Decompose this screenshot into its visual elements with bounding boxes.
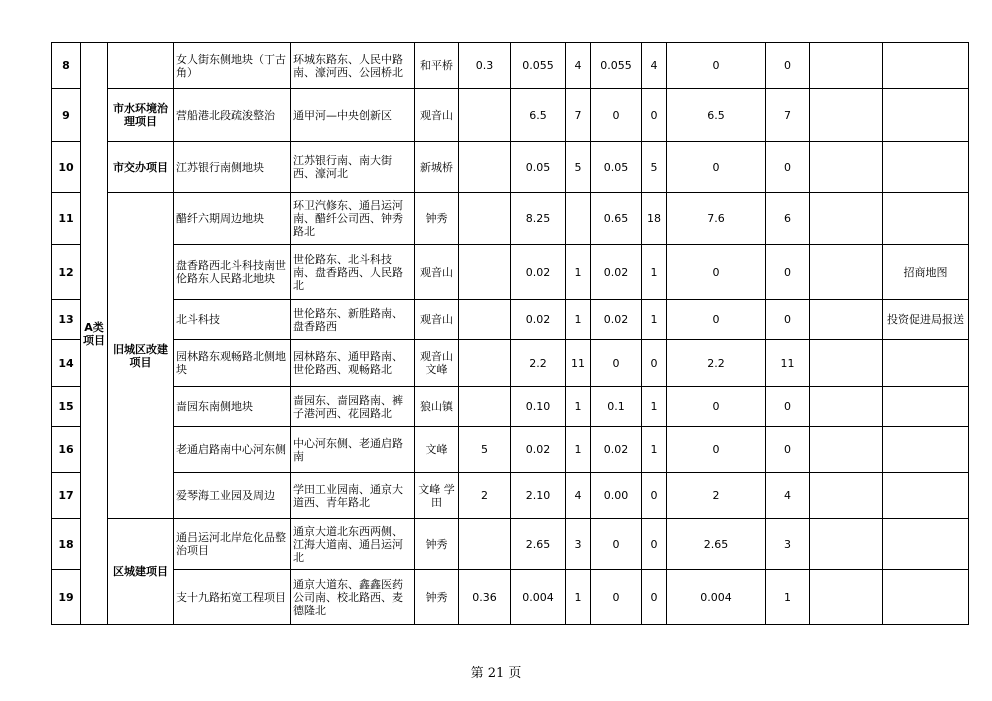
value-1 [459, 193, 511, 245]
remark [883, 519, 969, 570]
value-4: 0.00 [591, 473, 642, 519]
value-8 [810, 193, 883, 245]
row-seq: 15 [52, 387, 81, 427]
value-2: 0.02 [511, 427, 566, 473]
category-a-label: A类项目 [81, 43, 108, 625]
remark [883, 387, 969, 427]
project-name: 醋纤六期周边地块 [174, 193, 291, 245]
group-water: 市水环境治理项目 [108, 89, 174, 142]
value-4: 0.02 [591, 245, 642, 300]
project-location: 通京大道东、鑫鑫医药公司南、校北路西、麦德隆北 [291, 570, 415, 625]
project-name: 北斗科技 [174, 300, 291, 340]
row-seq: 16 [52, 427, 81, 473]
value-5: 0 [642, 89, 667, 142]
remark: 招商地图 [883, 245, 969, 300]
value-3: 1 [566, 427, 591, 473]
value-8 [810, 142, 883, 193]
project-table [51, 42, 969, 625]
group-district: 区城建项目 [108, 519, 174, 625]
value-3: 11 [566, 340, 591, 387]
value-8 [810, 387, 883, 427]
value-4: 0.02 [591, 300, 642, 340]
project-name: 江苏银行南侧地块 [174, 142, 291, 193]
value-2: 2.65 [511, 519, 566, 570]
table-row [52, 570, 969, 625]
value-6: 0 [667, 43, 766, 89]
group-traffic: 市交办项目 [108, 142, 174, 193]
row-seq: 11 [52, 193, 81, 245]
table-row [52, 43, 969, 89]
table-row [52, 245, 969, 300]
group-empty [108, 43, 174, 89]
value-2: 2.2 [511, 340, 566, 387]
value-7: 11 [766, 340, 810, 387]
row-seq: 8 [52, 43, 81, 89]
value-3: 1 [566, 300, 591, 340]
value-1 [459, 142, 511, 193]
project-area: 钟秀 [415, 570, 459, 625]
value-7: 3 [766, 519, 810, 570]
project-area: 文峰 学田 [415, 473, 459, 519]
value-3: 1 [566, 245, 591, 300]
project-name: 支十九路拓宽工程项目 [174, 570, 291, 625]
project-name: 园林路东观畅路北侧地块 [174, 340, 291, 387]
value-8 [810, 245, 883, 300]
value-6: 2.65 [667, 519, 766, 570]
value-6: 6.5 [667, 89, 766, 142]
value-2: 0.02 [511, 245, 566, 300]
value-2: 6.5 [511, 89, 566, 142]
value-1 [459, 519, 511, 570]
row-seq: 19 [52, 570, 81, 625]
row-seq: 17 [52, 473, 81, 519]
value-4: 0 [591, 570, 642, 625]
value-1: 2 [459, 473, 511, 519]
value-8 [810, 427, 883, 473]
project-location: 世伦路东、新胜路南、盘香路西 [291, 300, 415, 340]
value-8 [810, 340, 883, 387]
project-area: 钟秀 [415, 193, 459, 245]
project-area: 狼山镇 [415, 387, 459, 427]
remark [883, 340, 969, 387]
value-2: 0.05 [511, 142, 566, 193]
project-location: 学田工业园南、通京大道西、青年路北 [291, 473, 415, 519]
project-location: 环卫汽修东、通吕运河南、醋纤公司西、钟秀路北 [291, 193, 415, 245]
value-8 [810, 473, 883, 519]
project-location: 环城东路东、人民中路南、濠河西、公园桥北 [291, 43, 415, 89]
project-name: 啬园东南侧地块 [174, 387, 291, 427]
value-8 [810, 570, 883, 625]
value-5: 1 [642, 300, 667, 340]
value-1 [459, 300, 511, 340]
page-number: 第 21 页 [470, 666, 522, 681]
value-2: 2.10 [511, 473, 566, 519]
value-2: 0.10 [511, 387, 566, 427]
value-3: 1 [566, 570, 591, 625]
remark [883, 427, 969, 473]
value-4: 0.055 [591, 43, 642, 89]
table-row [52, 427, 969, 473]
value-1 [459, 387, 511, 427]
value-3: 7 [566, 89, 591, 142]
value-3: 3 [566, 519, 591, 570]
value-5: 1 [642, 427, 667, 473]
value-8 [810, 519, 883, 570]
value-6: 0 [667, 387, 766, 427]
value-5: 5 [642, 142, 667, 193]
value-7: 0 [766, 387, 810, 427]
value-6: 2 [667, 473, 766, 519]
project-name: 营船港北段疏浚整治 [174, 89, 291, 142]
value-7: 1 [766, 570, 810, 625]
remark [883, 570, 969, 625]
value-5: 0 [642, 570, 667, 625]
value-6: 2.2 [667, 340, 766, 387]
value-6: 0 [667, 300, 766, 340]
table-row [52, 193, 969, 245]
row-seq: 13 [52, 300, 81, 340]
value-7: 0 [766, 142, 810, 193]
table-row [52, 340, 969, 387]
value-6: 0 [667, 427, 766, 473]
value-7: 0 [766, 245, 810, 300]
value-2: 0.055 [511, 43, 566, 89]
value-3: 4 [566, 473, 591, 519]
table-row [52, 519, 969, 570]
value-3: 5 [566, 142, 591, 193]
value-7: 7 [766, 89, 810, 142]
remark [883, 193, 969, 245]
value-1: 0.3 [459, 43, 511, 89]
value-4: 0.02 [591, 427, 642, 473]
value-7: 4 [766, 473, 810, 519]
value-6: 0 [667, 245, 766, 300]
value-1 [459, 340, 511, 387]
value-1: 0.36 [459, 570, 511, 625]
value-5: 0 [642, 473, 667, 519]
project-location: 啬园东、啬园路南、裤子港河西、花园路北 [291, 387, 415, 427]
value-5: 0 [642, 519, 667, 570]
value-5: 1 [642, 245, 667, 300]
value-4: 0.05 [591, 142, 642, 193]
project-name: 老通启路南中心河东侧 [174, 427, 291, 473]
project-area: 钟秀 [415, 519, 459, 570]
value-6: 0.004 [667, 570, 766, 625]
project-area: 观音山 文峰 [415, 340, 459, 387]
table-row [52, 387, 969, 427]
value-5: 18 [642, 193, 667, 245]
value-8 [810, 43, 883, 89]
row-seq: 9 [52, 89, 81, 142]
project-name: 盘香路西北斗科技南世伦路东人民路北地块 [174, 245, 291, 300]
project-area: 观音山 [415, 89, 459, 142]
project-location: 通甲河—中央创新区 [291, 89, 415, 142]
value-6: 0 [667, 142, 766, 193]
project-area: 观音山 [415, 300, 459, 340]
remark [883, 89, 969, 142]
remark [883, 473, 969, 519]
value-4: 0.1 [591, 387, 642, 427]
project-area: 文峰 [415, 427, 459, 473]
project-location: 中心河东侧、老通启路南 [291, 427, 415, 473]
value-2: 8.25 [511, 193, 566, 245]
table-row [52, 142, 969, 193]
value-7: 6 [766, 193, 810, 245]
project-location: 江苏银行南、南大街西、濠河北 [291, 142, 415, 193]
remark: 投资促进局报送 [883, 300, 969, 340]
row-seq: 14 [52, 340, 81, 387]
value-3 [566, 193, 591, 245]
value-3: 1 [566, 387, 591, 427]
remark [883, 43, 969, 89]
table-row [52, 473, 969, 519]
group-oldcity: 旧城区改建项目 [108, 193, 174, 519]
value-4: 0 [591, 519, 642, 570]
value-5: 0 [642, 340, 667, 387]
project-area: 新城桥 [415, 142, 459, 193]
row-seq: 18 [52, 519, 81, 570]
project-location: 世伦路东、北斗科技南、盘香路西、人民路北 [291, 245, 415, 300]
value-2: 0.02 [511, 300, 566, 340]
project-area: 观音山 [415, 245, 459, 300]
value-3: 4 [566, 43, 591, 89]
value-8 [810, 89, 883, 142]
value-1 [459, 245, 511, 300]
project-name: 女人街东侧地块（丁古角） [174, 43, 291, 89]
value-1 [459, 89, 511, 142]
value-7: 0 [766, 43, 810, 89]
value-2: 0.004 [511, 570, 566, 625]
table-row [52, 300, 969, 340]
project-location: 园林路东、通甲路南、世伦路西、观畅路北 [291, 340, 415, 387]
value-1: 5 [459, 427, 511, 473]
project-location: 通京大道北东西两侧、江海大道南、通吕运河北 [291, 519, 415, 570]
value-7: 0 [766, 300, 810, 340]
value-4: 0 [591, 340, 642, 387]
value-7: 0 [766, 427, 810, 473]
value-5: 1 [642, 387, 667, 427]
value-5: 4 [642, 43, 667, 89]
value-6: 7.6 [667, 193, 766, 245]
value-8 [810, 300, 883, 340]
row-seq: 10 [52, 142, 81, 193]
project-name: 爱琴海工业园及周边 [174, 473, 291, 519]
value-4: 0.65 [591, 193, 642, 245]
table-row [52, 89, 969, 142]
project-area: 和平桥 [415, 43, 459, 89]
row-seq: 12 [52, 245, 81, 300]
value-4: 0 [591, 89, 642, 142]
remark [883, 142, 969, 193]
project-name: 通吕运河北岸危化品整治项目 [174, 519, 291, 570]
